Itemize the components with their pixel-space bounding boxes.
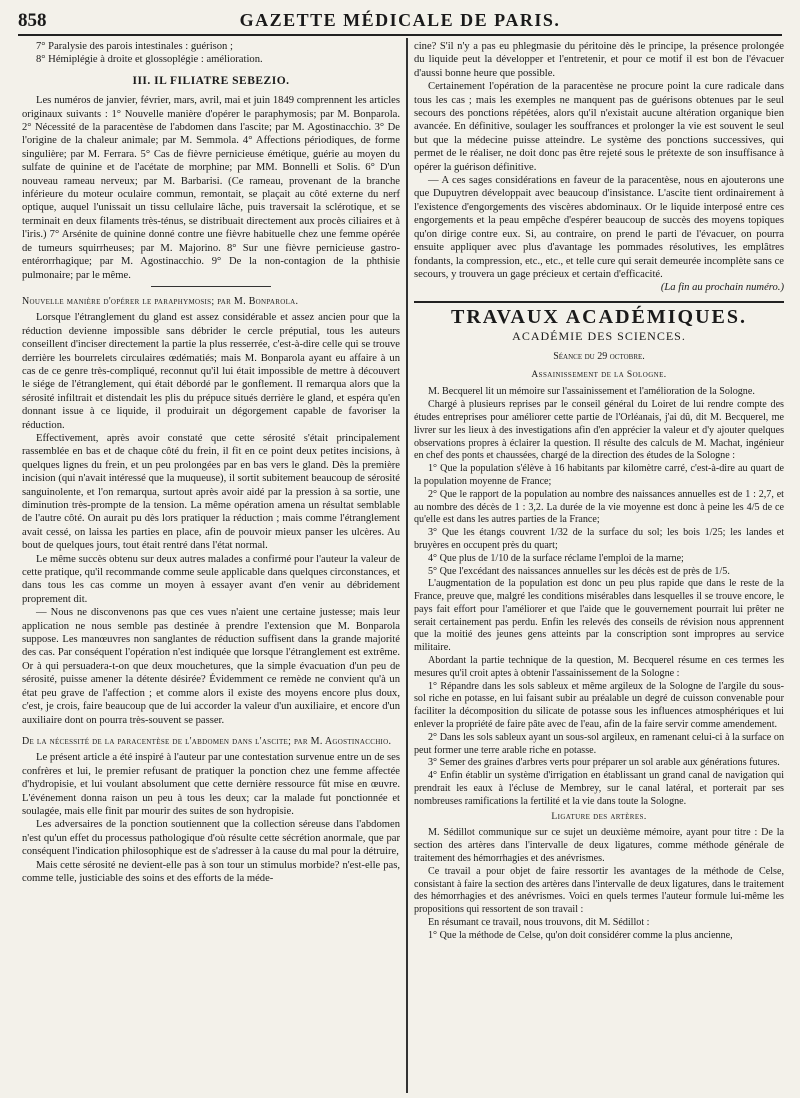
separator-rule bbox=[151, 286, 271, 287]
paragraph: Certainement l'opération de la paracentèse ne procure point la cure radicale dans tous les cas ; mais les exemples ne manquent pas de guérisons obtenues par le seul secours des ponctions répétées, alors qu'il n'existait aucune altération organique bien avancée. En définitive, soulager les souffrances et prolonger la vie est souvent le seul but que la médecine puisse atteindre. Le système des ponctions successives, qui permet de le réaliser, ne doit donc pas être rejeté sous le prétexte de son insuffisance à opérer la guérison définitive. bbox=[414, 81, 784, 173]
paragraph: — Nous ne disconvenons pas que ces vues n'aient une certaine justesse; mais leur application ne nous semble pas destinée à prendre l'extension que M. Bonparola suppose. Les manœuvres non sanglantes de réduction suffisent dans la grande majorité des cas. Par conséquent l'opération n'est indiquée que lorsque l'étranglement est extrême. Or à qui persuadera-t-on que deux mouchetures, que la simple évacuation d'un peu de sérosité, puisse amener la détente désirée? Évidemment ce remède ne convient qu'à un état peu grave de l'affection ; et comme alors il existe des moyens encore plus doux, c'est, je crois, faire beaucoup que de lui accorder la valeur d'un auxiliaire, et encore d'un auxiliaire dont on pourra très-souvent se passer. bbox=[22, 607, 400, 726]
paragraph: Mais cette sérosité ne devient-elle pas à son tour un stimulus morbide? n'est-elle pas, comme telle, justiciable des soins et des efforts de la méde- bbox=[22, 859, 400, 884]
paragraph: M. Becquerel lit un mémoire sur l'assainissement et l'amélioration de la Sologne. bbox=[428, 386, 755, 398]
session-date: Séance du 29 octobre. bbox=[553, 350, 645, 362]
page-header bbox=[18, 8, 782, 36]
academy-heading: ACADÉMIE DES SCIENCES. bbox=[512, 329, 686, 344]
section-big-title: TRAVAUX ACADÉMIQUES. bbox=[451, 305, 747, 328]
column-divider bbox=[406, 38, 408, 1093]
paragraph: — A ces sages considérations en faveur de la paracentèse, nous en ajouterons une que Dupuytren développait avec beaucoup d'insistance. L'ascite tient ordinairement à l'existence d'engorgements des viscères abdominaux. Or le liquide interposé entre ces engorgements et la peau empêche d'espérer beaucoup de succès des moyens topiques qu'on dirige contre eux. Si, au contraire, on prend le parti de l'évacuer, on pourra ensuite appliquer avec plus d'avantage les pommades résolutives, les emplâtres fondants, la compression, etc., etc., et telle cure qui serait demeurée incomplète sans ce secours, y trouvera un gage précieux et certain d'efficacité. bbox=[414, 175, 784, 280]
list-item: 3° Semer des graines d'arbres verts pour préparer un sol arable aux générations futures. bbox=[428, 757, 780, 769]
list-item: 8° Hémiplégie à droite et glossoplégie : amélioration. bbox=[36, 54, 263, 66]
section-rule bbox=[414, 301, 784, 303]
article-subtitle: Assainissement de la Sologne. bbox=[531, 369, 667, 380]
paragraph: Abordant la partie technique de la question, M. Becquerel résume en ces termes les mesures qu'il croit aptes à obtenir l'assainissement de la Sologne : bbox=[414, 655, 784, 679]
paragraph: En résumant ce travail, nous trouvons, dit M. Sédillot : bbox=[428, 917, 650, 929]
list-item: 1° Répandre dans les sols sableux et même argileux de la Sologne de l'argile du sous-sol riche en potasse, en lui faisant subir au préalable un degré de cuisson convenable pour faciliter la décomposition du silicate de potasse sous les influences atmosphériques et lui enlever la propriété de faire pâte avec de l'eau, afin de la faire servir comme amendement. bbox=[414, 680, 784, 731]
paragraph: L'augmentation de la population est donc un peu plus rapide que dans le reste de la France, preuve que, malgré les conditions misérables dans lesquelles il se trouve encore, le pays fait effort pour l'améliorer et que l'aide que le gouvernement pourrait lui prêter ne serait certainement pas perdu. Enfin les relevés des conseils de révision nous apprennent que la moitié des jeunes gens atteints par la conscription sont impropres au service militaire. bbox=[414, 578, 784, 654]
paragraph: Lorsque l'étranglement du gland est assez considérable et assez ancien pour que la réduction devienne impossible sans débrider le cercle préputial, tous les auteurs conseillent d'inciser directement la partie la plus resserrée, c'est-à-dire celle qui se trouve derrière les bourrelets circulaires œdématiés; mais M. Bonparola ayant eu affaire à un cas de ce genre très-compliqué, reconnut qu'il lui était impossible de mettre à découvert le siége de l'étranglement, qui était débordé par le gonflement. Il remarqua alors que la sérosité infiltrait et distendait les plis du prépuce situés derrière le gland, et espéra qu'en donnant issue à ce liquide, il produirait un dégorgement capable de favoriser la réduction. bbox=[22, 312, 400, 431]
paragraph: cine? S'il n'y a pas eu phlegmasie du péritoine dès le principe, la présence prolongée du liquide peut la développer et l'entretenir, et pour ce motif il est bon de l'évacuer d'aussi bonne heure que possible. bbox=[414, 41, 784, 79]
paragraph: Les adversaires de la ponction soutiennent que la collection séreuse dans l'abdomen n'est qu'un effet du processus pathologique d'où résulte cette sécrétion anormale, que par conséquent l'indication philosophique est de s'adresser à la cause du mal pour la détruire, bbox=[22, 819, 400, 858]
list-item: 1° Que la méthode de Celse, qu'on doit considérer comme la plus ancienne, bbox=[428, 929, 733, 941]
intro-paragraph: Les numéros de janvier, février, mars, avril, mai et juin 1849 comprennent les articles originaux suivants : 1° Nouvelle manière d'opérer le paraphymosis; par M. Bonparola. 2° Nécessité de la paracentèse de l'abdomen dans l'ascite; par M. Agostinacchio. 3° De l'origine de la chaleur animale; par M. Semmola. 4° Affections périodiques, de forme singulière; par M. Ferrara. 5° Cas de fièvre pernicieuse émétique, guérie au moyen du sulfate de quinine et de l'acétate de morphine; par MM. Bonnelli et Solis. 6° D'un nouveau rameau nerveux; par M. Barbarisi. (Ce rameau, provenant de la branche inférieure du moteur oculaire commun, remontait, se plaçait au côté externe du nerf optique, auquel l'unissait un tissu cellulaire lâche, puis traversait la sclérotique, et se terminait en deux filaments très-ténus, se distribuait directement aux procès ciliaires et à l'iris.) 7° Arsénite de quinine donné contre une fièvre habituelle chez une femme opérée de tumeurs squirrheuses; par M. Majorino. 8° Sur une fièvre pernicieuse gastro-entérorrhagique; par M. Agostinacchio. 9° De la non-contagion de la phthisie pulmonaire; par le même. bbox=[22, 95, 400, 281]
list-item: 3° Que les étangs couvrent 1/32 de la surface du sol; les bois 1/25; les landes et bruyères en occupent près du quart; bbox=[414, 527, 784, 551]
journal-title: GAZETTE MÉDICALE DE PARIS. bbox=[239, 10, 561, 30]
paragraph: Ce travail a pour objet de faire ressortir les avantages de la méthode de Celse, consistant à faire la section des artères dans l'intervalle de deux ligatures, dans le traitement des hémorrhagies et des anévrismes. Voici en quels termes l'auteur formule lui-même les propositions qui ressortent de son travail : bbox=[414, 865, 784, 916]
end-note: (La fin au prochain numéro.) bbox=[660, 282, 784, 294]
paragraph: Chargé à plusieurs reprises par le conseil général du Loiret de lui rendre compte des études entreprises pour améliorer cette partie de l'Orléanais, j'ai dû, dit M. Becquerel, me livrer sur les lieux à des investigations afin d'en apprécier la valeur et d'y ajouter quelques observations propres à éclairer la question. Il résulte des calculs de M. Machat, ingénieur en chef des ponts et chaussées, chargé de la direction des études de la Sologne : bbox=[414, 399, 784, 462]
section-title: III. IL FILIATRE SEBEZIO. bbox=[132, 74, 290, 87]
article-subtitle: De la nécessité de la paracentèse de l'abdomen dans l'ascite; par M. Agostinacchio. bbox=[22, 735, 392, 747]
right-column bbox=[414, 40, 784, 943]
list-item: 2° Que le rapport de la population au nombre des naissances annuelles est de 1 : 2,7, et au nombre des décès de 1 : 3,2. La durée de la vie moyenne est donc à peine les 4/5 de ce qu'elle est dans les autres parties de la France; bbox=[414, 488, 784, 526]
article-subtitle: Nouvelle manière d'opérer le paraphymosis; par M. Bonparola. bbox=[22, 295, 299, 307]
list-item: 5° Que l'excédant des naissances annuelles sur les décès est de près de 1/5. bbox=[428, 565, 730, 577]
paragraph: Le même succès obtenu sur deux autres malades a confirmé pour l'auteur la valeur de cette pratique, qu'il recommande comme seule applicable dans quelques circonstances, et dans tous les cas comme un moyen à essayer avant d'en venir au débridement proprement dit. bbox=[22, 553, 400, 605]
list-item: 4° Enfin établir un système d'irrigation en établissant un grand canal de navigation qui prendrait les eaux à l'écluse de Membrey, sur le canal latéral, et porterait par ses nombreuses ramifications la fertilité et la vie dans toute la Sologne. bbox=[414, 770, 784, 807]
list-item: 4° Que plus de 1/10 de la surface réclame l'emploi de la marne; bbox=[428, 552, 684, 564]
list-item: 2° Dans les sols sableux ayant un sous-sol argileux, en ramenant celui-ci à la surface on peut former une terre arable riche en potasse. bbox=[414, 731, 784, 756]
list-item: 1° Que la population s'élève à 16 habitants par kilomètre carré, c'est-à-dire au quart de la population moyenne de France; bbox=[414, 463, 784, 487]
list-item: 7° Paralysie des parois intestinales : guérison ; bbox=[36, 41, 233, 52]
paragraph: Le présent article a été inspiré à l'auteur par une contestation survenue entre un de ses confrères et lui, le premier refusant de pratiquer la ponction chez une femme affectée d'hydropisie, et lui voulant absolument que cette dernière ressource fût mise en œuvre. L'événement donna raison un peu à tous les deux; car la malade fut ponctionnée et soulagée, mais elle finit par mourir des suites de son hydropisie. bbox=[22, 752, 400, 817]
paragraph: Effectivement, après avoir constaté que cette sérosité s'était principalement rassemblée en bas et de chaque côté du frein, il fit en ce point deux petites incisions, à quelques lignes du frein, et un peu prolongées par en bas vers le gland. Dès la première incision (qui n'avait intéressé que la muqueuse), il sortit subitement beaucoup de sérosité sanguinolente, et l'on remarqua, surtout après avoir aidé par la pression à sa sortie, une diminution très-prompte de la tension. La même opération amena un résultat semblable de l'autre côté. On aurait pu dès lors pratiquer la réduction ; mais comme l'étranglement avait cessé, on laissa les parties en place, afin de pouvoir mieux panser les ulcères. Au bout de quelques jours, tout était rentré dans l'état normal. bbox=[22, 432, 400, 552]
left-column bbox=[22, 40, 400, 885]
paragraph: M. Sédillot communique sur ce sujet un deuxième mémoire, ayant pour titre : De la section des artères dans l'intervalle de deux ligatures, comme méthode générale de traitement des hémorrhagies et des anévrismes. bbox=[414, 827, 784, 865]
page-number: 858 bbox=[18, 10, 47, 31]
article-subtitle: Ligature des artères. bbox=[551, 811, 647, 822]
